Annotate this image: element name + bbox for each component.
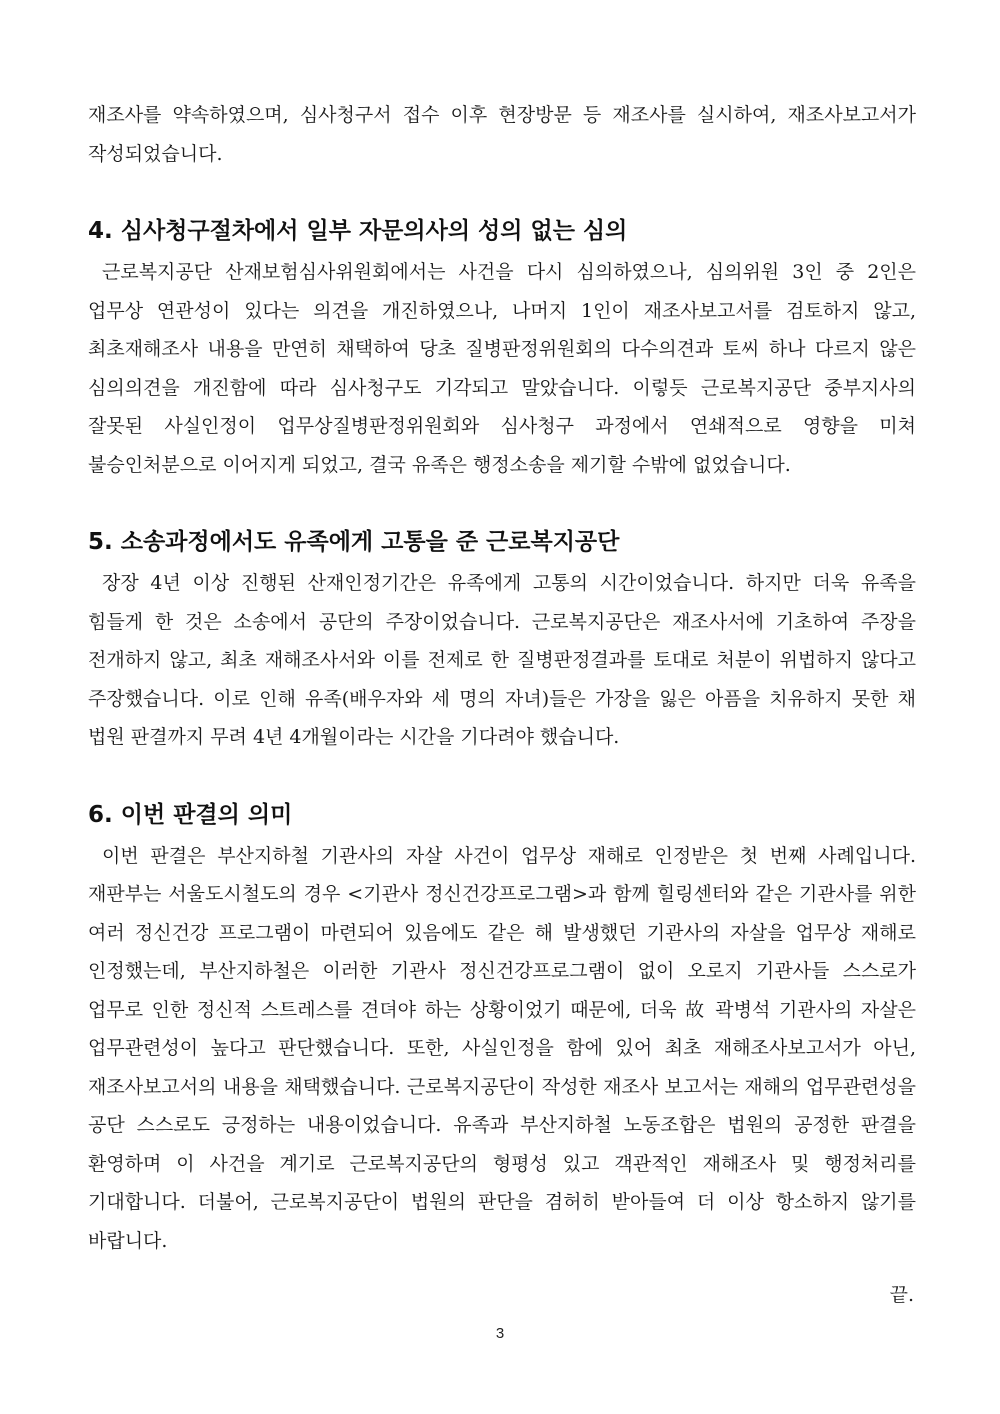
- section-paragraph: 이번 판결은 부산지하철 기관사의 자살 사건이 업무상 재해로 인정받은 첫 번째 사례입니다.재판부는 서울도시철도의 경우 <기관사 정신건강프로그램>과 함께 힐링센터와 같은 기관사를 위한 여러 정신건강 프로그램이 마련되어 있음에도 같은 해 발생했던 기관사의 자살을 업무상 재해로 인정했는데, 부산지하철은 이러한 기관사 정신건강프로그램이 없이 오로지 기관사들 스스로가 업무로 인한 정신적 스트레스를 견뎌야 하는 상황이었기 때문에, 더욱 故 곽병석 기관사의 자살은 업무관련성이 높다고 판단했습니다. 또한, 사실인정을 함에 있어 최초 재해조사보고서가 아닌, 재조사보고서의 내용을 채택했습니다. 근로복지공단이 작성한 재조사 보고서는 재해의 업무관련성을 공단 스스로도 긍정하는 내용이었습니다. 유족과 부산지하철 노동조합은 법원의 공정한 판결을 환영하며 이 사건을 계기로 근로복지공단의 형평성 있고 객관적인 재해조사 및 행정처리를 기대합니다. 더불어, 근로복지공단이 법원의 판단을 겸허히 받아들여 더 이상 항소하지 않기를 바랍니다.: [88, 844, 916, 1252]
- page-number: 3: [495, 1325, 505, 1342]
- intro-paragraph: 재조사를 약속하였으며, 심사청구서 접수 이후 현장방문 등 재조사를 실시하여, 재조사보고서가 작성되었습니다.: [88, 104, 916, 165]
- section-5: [88, 526, 916, 757]
- section-heading: 6. 이번 판결의 의미: [88, 801, 293, 828]
- section-4: [88, 215, 916, 484]
- document-body: [88, 96, 916, 1260]
- section-paragraph: 장장 4년 이상 진행된 산재인정기간은 유족에게 고통의 시간이었습니다. 하지만 더욱 유족을 힘들게 한 것은 소송에서 공단의 주장이었습니다. 근로복지공단은 재조사서에 기초하여 주장을 전개하지 않고, 최초 재해조사서와 이를 전제로 한 질병판정결과를 토대로 처분이 위법하지 않다고 주장했습니다. 이로 인해 유족(배우자와 세 명의 자녀)들은 가장을 잃은 아픔을 치유하지 못한 채 법원 판결까지 무려 4년 4개월이라는 시간을 기다려야 했습니다.: [88, 572, 916, 748]
- section-heading: 4. 심사청구절차에서 일부 자문의사의 성의 없는 심의: [88, 218, 628, 244]
- closing-mark: 끝.: [889, 1284, 914, 1306]
- section-paragraph: 근로복지공단 산재보험심사위원회에서는 사건을 다시 심의하였으나, 심의위원 3인 중 2인은 업무상 연관성이 있다는 의견을 개진하였으나, 나머지 1인이 재조사보고서를 검토하지 않고, 최초재해조사 내용을 만연히 채택하여 당초 질병판정위원회의 다수의견과 토씨 하나 다르지 않은 심의의견을 개진함에 따라 심사청구도 기각되고 말았습니다. 이렇듯 근로복지공단 중부지사의 잘못된 사실인정이 업무상질병판정위원회와 심사청구 과정에서 연쇄적으로 영향을 미쳐 불승인처분으로 이어지게 되었고, 결국 유족은 행정소송을 제기할 수밖에 없었습니다.: [88, 261, 916, 476]
- section-6: [88, 799, 916, 1261]
- section-heading: 5. 소송과정에서도 유족에게 고통을 준 근로복지공단: [88, 529, 620, 555]
